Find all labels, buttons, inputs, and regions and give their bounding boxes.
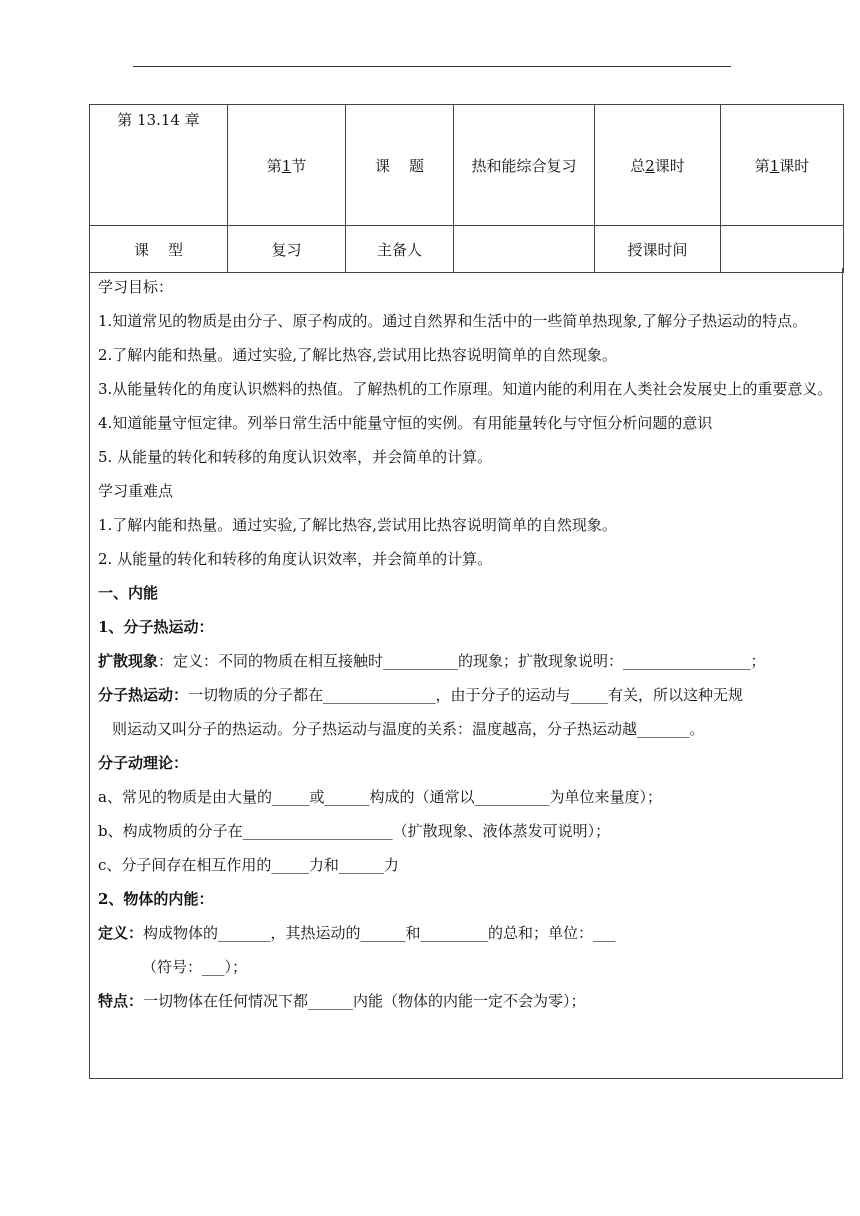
objectives-title: 学习目标： (98, 278, 174, 296)
definition-label: 定义： (98, 924, 144, 942)
topic-label: 课 题 (346, 105, 454, 226)
objective-2: 2.了解内能和热量。通过实验,了解比热容,尝试用比热容说明简单的自然现象。 (98, 346, 617, 364)
lesson-header-table (89, 104, 844, 273)
objective-4: 4.知道能量守恒定律。列举日常生活中能量守恒的实例。有用能量转化与守恒分析问题的意识 (98, 414, 713, 432)
key-point-2: 2. 从能量的转化和转移的角度认识效率，并会简单的计算。 (98, 550, 493, 568)
total-prefix: 总 (630, 156, 646, 175)
molecular-motion-label: 分子热运动： (98, 686, 189, 704)
period-number: 1 (769, 156, 780, 175)
lesson-body (89, 268, 843, 1079)
total-suffix: 课时 (654, 156, 685, 175)
subsection-molecular-motion-title: 1、分子热运动： (98, 618, 214, 636)
feature-line (98, 984, 836, 1018)
section-prefix: 第 (266, 156, 282, 175)
molecular-motion-text-2: 则运动又叫分子的热运动。分子热运动与温度的关系：温度越高，分子热运动越_______。 (112, 720, 705, 738)
objective-5: 5. 从能量的转化和转移的角度认识效率，并会简单的计算。 (98, 448, 493, 466)
time-label: 授课时间 (595, 226, 721, 273)
definition-text-2: （符号：___）； (142, 958, 248, 976)
molecular-motion-text-1: 一切物质的分子都在_______________，由于分子的运动与_____有关，所以这种无规 (188, 686, 744, 704)
kinetic-theory-c: c、分子间存在相互作用的_____力和______力 (98, 856, 399, 874)
kinetic-theory-a: a、常见的物质是由大量的_____或______构成的（通常以__________为单位来量度）； (98, 788, 662, 806)
feature-text: 一切物体在任何情况下都______内能（物体的内能一定不会为零）； (143, 992, 586, 1010)
definition-text-1: 构成物体的_______，其热运动的______和_________的总和；单位：___ (143, 924, 616, 942)
preparer-label: 主备人 (346, 226, 454, 273)
preparer-value (454, 226, 595, 273)
feature-label: 特点： (98, 992, 144, 1010)
molecular-motion-line (98, 678, 836, 712)
definition-line (98, 916, 836, 950)
objective-1: 1.知道常见的物质是由分子、原子构成的。通过自然界和生活中的一些简单热现象,了解分子热运动的特点。 (98, 312, 808, 330)
section-internal-energy-title: 一、内能 (98, 584, 159, 602)
diffusion-text: ：定义：不同的物质在相互接触时__________的现象；扩散现象说明：_________________； (158, 652, 766, 670)
chapter-cell: 第 13.14 章 (90, 105, 228, 226)
time-value (721, 226, 844, 273)
header-rule (133, 66, 731, 67)
total-number: 2 (645, 156, 655, 175)
type-value: 复习 (228, 226, 346, 273)
period-suffix: 课时 (779, 156, 810, 175)
current-period-cell (721, 105, 844, 226)
total-periods-cell (595, 105, 721, 226)
topic-value: 热和能综合复习 (454, 105, 595, 226)
period-prefix: 第 (754, 156, 770, 175)
key-points-title: 学习重难点 (98, 482, 174, 500)
subsection-internal-energy-title: 2、物体的内能： (98, 890, 214, 908)
kinetic-theory-b: b、构成物质的分子在____________________（扩散现象、液体蒸发可说明）； (98, 822, 611, 840)
section-number: 1 (281, 156, 292, 175)
section-suffix: 节 (291, 156, 307, 175)
kinetic-theory-title: 分子动理论： (98, 754, 189, 772)
diffusion-line (98, 644, 836, 678)
objective-3: 3.从能量转化的角度认识燃料的热值。了解热机的工作原理。知道内能的利用在人类社会发展史上的重要意义。 (98, 380, 833, 398)
section-cell (228, 105, 346, 226)
diffusion-label: 扩散现象 (98, 652, 159, 670)
key-point-1: 1.了解内能和热量。通过实验,了解比热容,尝试用比热容说明简单的自然现象。 (98, 516, 617, 534)
type-label: 课 型 (90, 226, 228, 273)
